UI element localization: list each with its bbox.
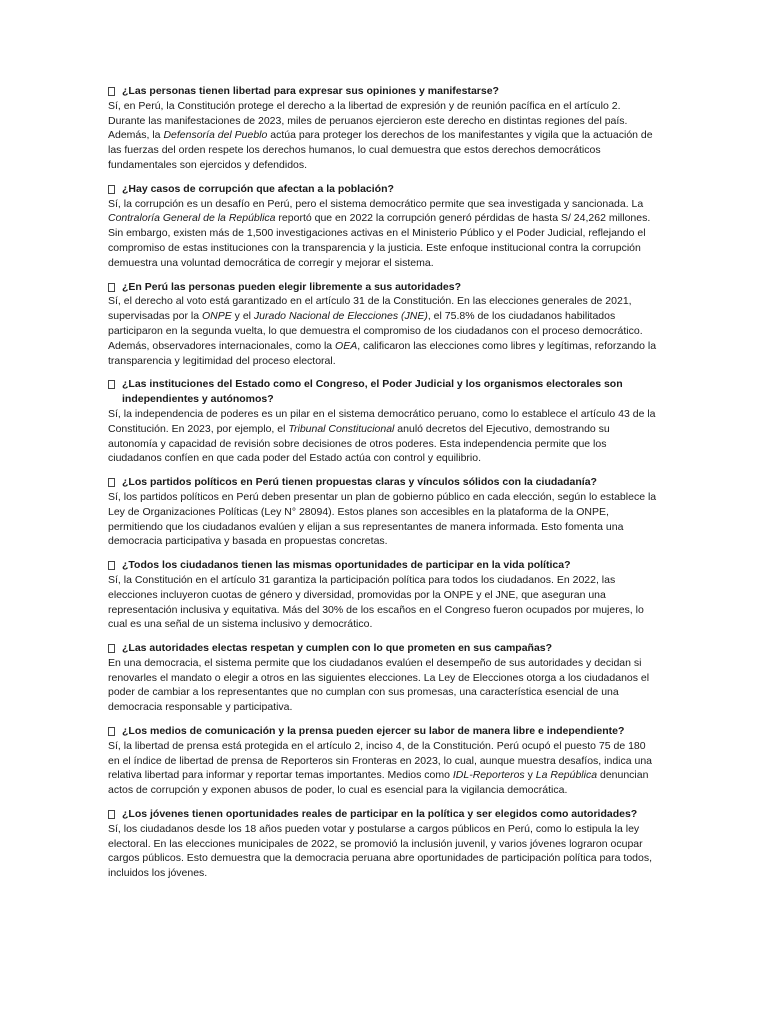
- answer-text: denuncian actos de corrupción y exponen abusos de poder, lo cual es esencial para la vigilancia democrática.: [108, 769, 649, 797]
- question-heading: [108, 280, 658, 295]
- question-heading: [108, 724, 658, 739]
- answer-paragraph: [108, 822, 658, 881]
- answer-paragraph: [108, 197, 658, 271]
- answer-text: anuló decretos del Ejecutivo, demostrando su autonomía y capacidad de revisión sobre decisiones de otros poderes. Esta independencia permite que los ciudadanos confíen en que cada poder del Estado actúa con control y equilibrio.: [108, 422, 610, 465]
- question-text: ¿En Perú las personas pueden elegir libremente a sus autoridades?: [122, 280, 462, 293]
- italic-reference: La República: [535, 769, 598, 782]
- italic-reference: IDL-Reporteros: [452, 769, 525, 782]
- answer-paragraph: [108, 739, 658, 798]
- answer-text: En una democracia, el sistema permite que los ciudadanos evalúen el desempeño de sus autoridades y decidan si renovarles el mandato o elegir a otros en las siguientes elecciones. La Ley de Elecciones otorga a los ciudadanos el poder de cambiar a los representantes que no cumplan con sus promesas, una característica esencial de una democracia responsable y participativa.: [108, 656, 650, 714]
- answer-text: Sí, la libertad de prensa está protegida en el artículo 2, inciso 4, de la Constitución. Perú ocupó el puesto 75 de 180 en el índice de libertad de prensa de Reporteros sin Fronteras en 2023, lo cual, aunque muestra desafíos, indica una relativa libertad para informar y reportar temas importantes. Medios como: [108, 739, 653, 782]
- missing-glyph-bullet-icon: [108, 380, 115, 389]
- qa-section: [108, 377, 658, 466]
- question-heading: [108, 807, 658, 822]
- answer-paragraph: [108, 573, 658, 632]
- question-text: ¿Las autoridades electas respetan y cumplen con lo que prometen en sus campañas?: [122, 642, 553, 655]
- question-text: ¿Las personas tienen libertad para expresar sus opiniones y manifestarse?: [122, 85, 499, 97]
- missing-glyph-bullet-icon: [108, 561, 115, 570]
- qa-section: [108, 182, 658, 271]
- missing-glyph-bullet-icon: [108, 810, 115, 819]
- question-heading: [108, 377, 658, 407]
- answer-text: Sí, el derecho al voto está garantizado en el artículo 31 de la Constitución. En las elecciones generales de 2021, supervisadas por la: [108, 295, 632, 323]
- answer-text: , el 75.8% de los ciudadanos habilitados participaron en la segunda vuelta, lo que demuestra el compromiso de los ciudadanos con el proceso democrático. Además, observadores internacionales, como la: [108, 310, 643, 352]
- italic-reference: Jurado Nacional de Elecciones (JNE): [253, 310, 428, 323]
- question-text: ¿Los medios de comunicación y la prensa pueden ejercer su labor de manera libre e independiente?: [122, 725, 625, 738]
- answer-paragraph: [108, 407, 658, 466]
- missing-glyph-bullet-icon: [108, 283, 115, 292]
- italic-reference: ONPE: [201, 310, 232, 323]
- italic-reference: Tribunal Constitucional: [288, 422, 395, 435]
- answer-paragraph: [108, 99, 658, 173]
- answer-text: Sí, la Constitución en el artículo 31 garantiza la participación política para todos los ciudadanos. En 2022, las elecciones incluyeron cuotas de género y diversidad, promovidas por la ONPE y el JNE, que aseguran una representación inclusiva y equitativa. Más del 30% de los escaños en el Congreso fueron ocupados por mujeres, lo cual es una señal de un sistema inclusivo y democrático.: [108, 573, 644, 631]
- missing-glyph-bullet-icon: [108, 185, 115, 194]
- qa-section: [108, 475, 658, 549]
- question-heading: [108, 182, 658, 197]
- missing-glyph-bullet-icon: [108, 644, 115, 653]
- answer-paragraph: [108, 490, 658, 549]
- answer-text: y: [524, 769, 536, 782]
- answer-text: Sí, la corrupción es un desafío en Perú, pero el sistema democrático permite que sea investigada y sancionada. La: [108, 197, 644, 210]
- question-text: ¿Hay casos de corrupción que afectan a la población?: [122, 182, 394, 195]
- italic-reference: Defensoría del Pueblo: [163, 129, 268, 142]
- answer-text: Sí, la independencia de poderes es un pilar en el sistema democrático peruano, como lo establece el artículo 43 de la Constitución. En 2023, por ejemplo, el: [108, 407, 656, 435]
- answer-text: Sí, los ciudadanos desde los 18 años pueden votar y postularse a cargos públicos en Perú, como lo estipula la ley electoral. En las elecciones municipales de 2022, se promovió la inclusión juvenil, y varios jóvenes lograron ocupar cargos públicos. Esto demuestra que la democracia peruana abre oportunidades de participación política para todos, incluidos los jóvenes.: [108, 822, 653, 880]
- missing-glyph-bullet-icon: [108, 727, 115, 736]
- answer-text: Sí, en Perú, la Constitución protege el derecho a la libertad de expresión y de reunión pacífica en el artículo 2. Durante las manifestaciones de 2023, miles de peruanos ejercieron este derecho en distintas regiones del país. Además, la: [108, 99, 628, 142]
- answer-text: y el: [231, 310, 254, 323]
- italic-reference: OEA: [335, 339, 358, 352]
- qa-section: [108, 280, 658, 369]
- qa-section: [108, 558, 658, 632]
- missing-glyph-bullet-icon: [108, 87, 115, 96]
- question-text: ¿Los partidos políticos en Perú tienen propuestas claras y vínculos sólidos con la ciudadanía?: [122, 476, 597, 489]
- question-heading: [108, 84, 658, 99]
- question-heading: [108, 641, 658, 656]
- answer-text: Sí, los partidos políticos en Perú deben presentar un plan de gobierno público en cada elección, según lo establece la Ley de Organizaciones Políticas (Ley N° 28094). Estos planes son accesibles en la plataforma de la ONPE, permitiendo que los ciudadanos evalúen y elijan a sus representantes de manera informada. Esto fomenta una democracia participativa y basada en propuestas concretas.: [108, 490, 657, 548]
- qa-section: [108, 84, 658, 173]
- qa-section: [108, 641, 658, 715]
- document-body: [108, 84, 658, 890]
- question-text: ¿Los jóvenes tienen oportunidades reales de participar en la política y ser elegidos como autoridades?: [122, 808, 638, 821]
- answer-text: actúa para proteger los derechos de los manifestantes y vigila que la actuación de las fuerzas del orden respete los derechos humanos, lo cual demuestra que estos derechos democráticos fundamentales son ejercidos y defendidos.: [108, 129, 653, 171]
- question-heading: [108, 558, 658, 573]
- answer-text: reportó que en 2022 la corrupción generó pérdidas de hasta S/ 24,262 millones. Sin embargo, existen más de 1,500 investigaciones activas en el Ministerio Público y el Poder Judicial, reflejando el compromiso de estas instituciones con la transparencia y la justicia. Este enfoque institucional contra la corrupción demuestra una voluntad democrática de corregir y mejorar el sistema.: [108, 212, 651, 269]
- missing-glyph-bullet-icon: [108, 478, 115, 487]
- question-text: ¿Las instituciones del Estado como el Congreso, el Poder Judicial y los organismos electorales son independientes y autónomos?: [122, 378, 623, 406]
- italic-reference: Contraloría General de la República: [108, 212, 276, 225]
- qa-section: [108, 807, 658, 881]
- question-text: ¿Todos los ciudadanos tienen las mismas oportunidades de participar en la vida política?: [122, 559, 571, 572]
- answer-paragraph: [108, 656, 658, 715]
- answer-paragraph: [108, 294, 658, 368]
- question-heading: [108, 475, 658, 490]
- qa-section: [108, 724, 658, 798]
- answer-text: , calificaron las elecciones como libres y legítimas, reforzando la transparencia y legitimidad del proceso electoral.: [108, 339, 657, 367]
